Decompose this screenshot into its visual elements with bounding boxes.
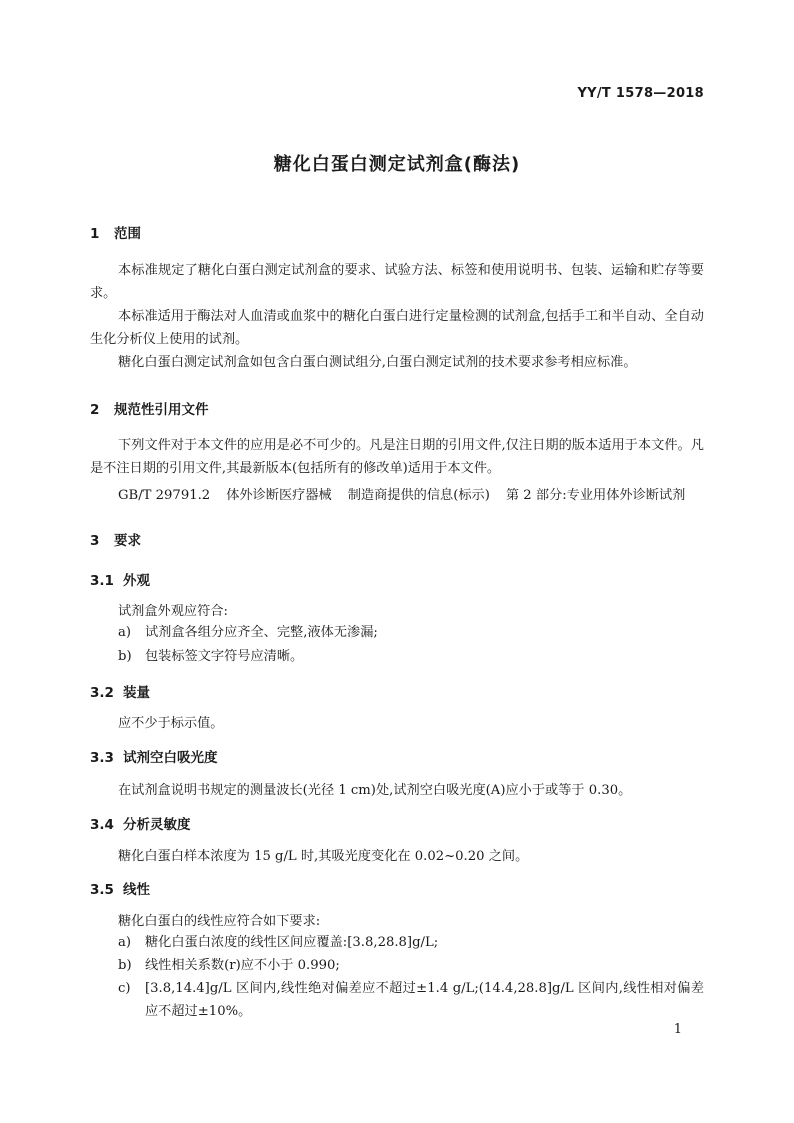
list-text: 包装标签文字符号应清晰。	[145, 649, 304, 664]
list-marker: b)	[118, 649, 132, 664]
section-3-5-intro: 糖化白蛋白的线性应符合如下要求:	[118, 914, 321, 929]
section-2-paragraph-1: 下列文件对于本文件的应用是必不可少的。凡是注日期的引用文件,仅注日期的版本适用于本文件。凡是不注日期的引用文件,其最新版本(包括所有的修改单)适用于本文件。	[90, 438, 704, 476]
section-3-2-heading	[90, 681, 150, 701]
list-marker: a)	[118, 625, 132, 640]
section-number: 3.3	[90, 750, 114, 766]
section-3-3-text: 在试剂盒说明书规定的测量波长(光径 1 cm)处,试剂空白吸光度(A)应小于或等于 0.30。	[118, 783, 632, 798]
section-2-heading	[90, 398, 209, 418]
page-number: 1	[673, 1022, 682, 1037]
section-3-heading	[90, 529, 141, 549]
section-number: 3.5	[90, 882, 114, 898]
section-number: 3	[90, 533, 100, 549]
section-title: 线性	[123, 882, 150, 898]
list-item	[118, 621, 704, 644]
section-3-1-heading	[90, 569, 150, 589]
list-item	[118, 931, 704, 954]
list-marker: a)	[118, 935, 132, 950]
list-marker: b)	[118, 958, 132, 973]
section-3-5-heading	[90, 878, 150, 898]
section-number: 2	[90, 402, 100, 418]
list-text: 线性相关系数(r)应不小于 0.990;	[145, 958, 340, 973]
section-3-1-intro: 试剂盒外观应符合:	[118, 604, 228, 619]
section-3-4-heading	[90, 813, 191, 833]
list-text: 糖化白蛋白浓度的线性区间应覆盖:[3.8,28.8]g/L;	[145, 935, 439, 950]
section-title: 要求	[114, 533, 141, 549]
list-item	[118, 977, 704, 1023]
section-number: 3.4	[90, 817, 114, 833]
section-title: 试剂空白吸光度	[123, 750, 218, 766]
document-title: 糖化白蛋白测定试剂盒(酶法)	[273, 154, 521, 175]
list-text: [3.8,14.4]g/L 区间内,线性绝对偏差应不超过±1.4 g/L;(14.4,28.8]g/L 区间内,线性相对偏差应不超过±10%。	[145, 981, 704, 1019]
section-1-paragraph-1: 本标准规定了糖化白蛋白测定试剂盒的要求、试验方法、标签和使用说明书、包装、运输和贮存等要求。	[90, 263, 704, 301]
section-title: 范围	[114, 226, 141, 242]
section-1-paragraph-3: 糖化白蛋白测定试剂盒如包含白蛋白测试组分,白蛋白测定试剂的技术要求参考相应标准。	[118, 355, 637, 370]
list-marker: c)	[118, 981, 131, 996]
reference-part-c: 第 2 部分:专业用体外诊断试剂	[505, 488, 686, 503]
section-title: 分析灵敏度	[123, 817, 191, 833]
list-text: 试剂盒各组分应齐全、完整,液体无渗漏;	[145, 625, 378, 640]
section-1-heading	[90, 222, 141, 242]
section-title: 规范性引用文件	[114, 402, 209, 418]
section-title: 外观	[123, 573, 150, 589]
section-1-paragraph-2: 本标准适用于酶法对人血清或血浆中的糖化白蛋白进行定量检测的试剂盒,包括手工和半自动、全自动生化分析仪上使用的试剂。	[90, 309, 704, 347]
reference-part-b: 制造商提供的信息(标示)	[347, 488, 490, 503]
reference-code: GB/T 29791.2	[118, 488, 211, 503]
standard-code: YY/T 1578—2018	[577, 86, 704, 101]
section-number: 3.2	[90, 685, 114, 701]
section-title: 装量	[123, 685, 150, 701]
section-number: 3.1	[90, 573, 114, 589]
list-item	[118, 954, 704, 977]
section-3-2-text: 应不少于标示值。	[118, 716, 224, 731]
list-item	[118, 645, 704, 668]
section-3-3-heading	[90, 746, 218, 766]
section-3-4-text: 糖化白蛋白样本浓度为 15 g/L 时,其吸光度变化在 0.02~0.20 之间。	[118, 849, 529, 864]
section-number: 1	[90, 226, 100, 242]
reference-part-a: 体外诊断医疗器械	[226, 488, 332, 503]
normative-reference	[118, 484, 685, 503]
